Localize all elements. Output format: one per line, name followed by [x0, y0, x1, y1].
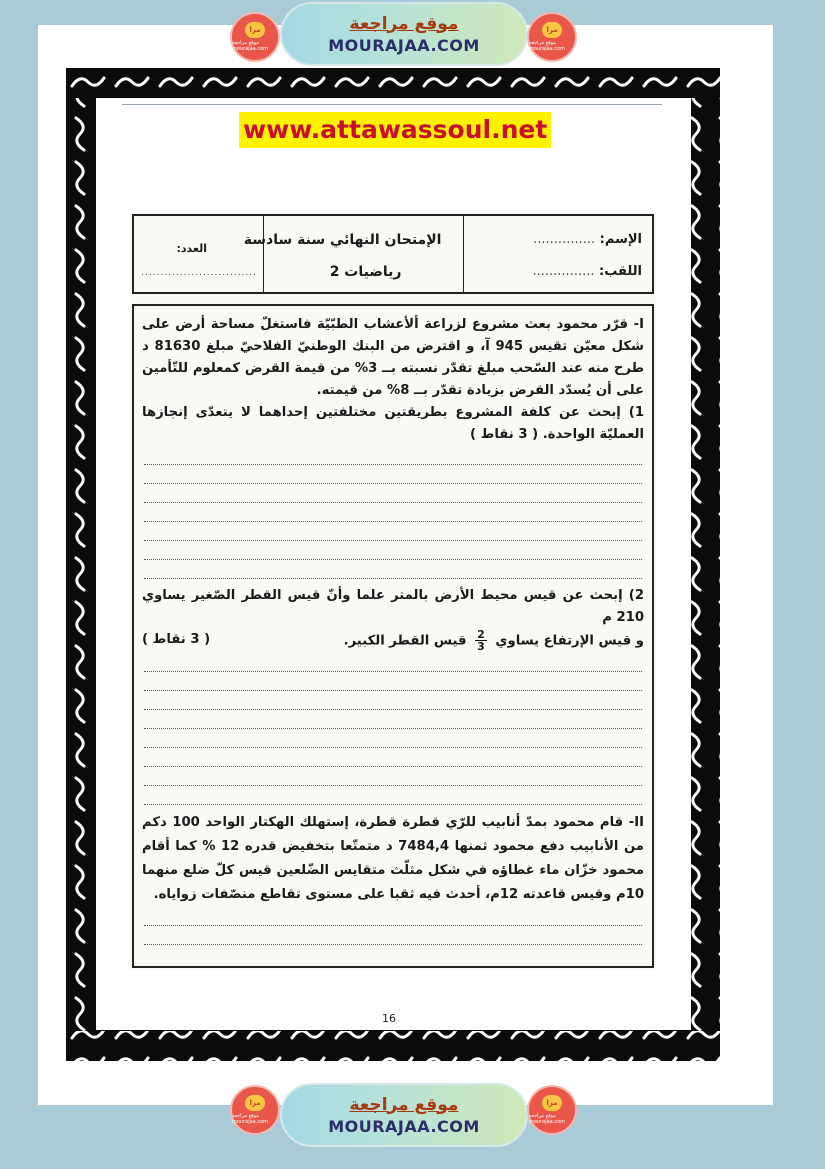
name-label: الإسم: [599, 232, 642, 247]
top-rule [122, 104, 662, 105]
answer-line[interactable] [144, 786, 642, 805]
answer-line[interactable] [144, 560, 642, 579]
site-badge-top[interactable] [280, 2, 528, 66]
watermark-url[interactable]: www.attawassoul.net [239, 112, 551, 148]
site-badge-arabic: موقع مراجعة [349, 13, 459, 34]
answer-line[interactable] [144, 672, 642, 691]
exam-scan [130, 214, 656, 970]
site-badge-latin: MOURAJAA.COM [328, 35, 480, 55]
answer-line[interactable] [144, 691, 642, 710]
answer-line[interactable] [144, 446, 642, 465]
site-logo-icon[interactable]: مرا موقع مراجعة mourajaa.com [230, 12, 280, 62]
answer-line[interactable] [144, 926, 642, 945]
answer-line[interactable] [144, 653, 642, 672]
problem-1-statement: I- قرّر محمود بعث مشروع لزراعة ألأعشاب الطبّيّة فاستغلّ مساحة أرض على شكل معيّن تقيس 945 آ، و اقترض من البنك الوطنيّ الفلاحيّ مبلغ 81630 د طرح منه عند السّحب مبلغ تقدّر نسبته بــ 3% من قيمة القرض كمعلوم للتّأمين على أن يُسدّد القرض بزيادة تقدّر بــ 8% من قيمته. [142, 317, 645, 398]
student-info-cell [463, 216, 652, 292]
question-2-points: ( 3 نقاط ) [142, 632, 211, 647]
site-logo-icon[interactable]: مرا موقع مراجعة mourajaa.com [230, 1085, 280, 1135]
score-dots: .............................. [141, 268, 257, 278]
site-badge-bottom[interactable] [280, 1083, 528, 1147]
name-dots: ............... [533, 232, 596, 247]
answer-lines-p2 [142, 907, 644, 945]
answer-line[interactable] [144, 748, 642, 767]
answer-line[interactable] [144, 729, 642, 748]
question-1: 1) إبحث عن كلفة المشروع بطريقتين مختلفتين إحداهما لا يتعدّى إنجازها العمليّة الواحدة. ( 3 نقاط ) [142, 405, 644, 442]
exam-subject: رياضيات 2 [329, 264, 402, 280]
answer-line[interactable] [144, 465, 642, 484]
site-logo-icon[interactable]: مرا موقع مراجعة mourajaa.com [527, 1085, 577, 1135]
document-page [96, 98, 691, 1030]
page-number: 16 [382, 1012, 396, 1025]
answer-line[interactable] [144, 767, 642, 786]
site-badge-latin: MOURAJAA.COM [328, 1116, 480, 1136]
answer-lines-q2 [142, 653, 644, 805]
exam-header [132, 214, 654, 294]
score-label: العدد: [176, 242, 207, 255]
answer-line[interactable] [144, 541, 642, 560]
site-logo-icon[interactable]: مرا موقع مراجعة mourajaa.com [527, 12, 577, 62]
exam-body [132, 304, 654, 968]
answer-line[interactable] [144, 522, 642, 541]
problem-2-statement: II- قام محمود بمدّ أنابيب للرّي قطرة قطرة، إستهلك الهكتار الواحد 100 دكم من الأنابيب دفع محمود ثمنها 7484,4 د متمتّعا بتخفيض قدره 12 % كما أقام محمود خزّان ماء غطاؤه في شكل مثلّث متقايس الضّلعين قيس كلّ ضلع منهما 10م وقيس قاعدته 12م، أحدث فيه ثقبا على مستوى تقاطع منصّفات زواياه. [142, 814, 645, 902]
question-2-line-1: 2) إبحث عن قيس محيط الأرض بالمتر علما وأنّ قيس القطر الصّغير يساوي 210 م [142, 588, 644, 625]
answer-line[interactable] [144, 907, 642, 926]
question-2-line-2: و قيس الإرتفاع يساوي $\frac{2}{3}$ قيس القطر الكبير. ( 3 نقاط ) [142, 628, 644, 653]
fraction-two-thirds: $\frac{2}{3}$ [477, 628, 485, 653]
surname-label: اللقب: [599, 264, 642, 279]
score-cell [134, 216, 263, 292]
answer-line[interactable] [144, 710, 642, 729]
answer-lines-q1 [142, 446, 644, 579]
exam-title: الإمتحان النهائي سنة سادسة [243, 232, 442, 248]
exam-title-cell [243, 216, 463, 292]
surname-dots: ............... [532, 264, 595, 279]
answer-line[interactable] [144, 484, 642, 503]
answer-line[interactable] [144, 503, 642, 522]
site-badge-arabic: موقع مراجعة [349, 1094, 459, 1115]
